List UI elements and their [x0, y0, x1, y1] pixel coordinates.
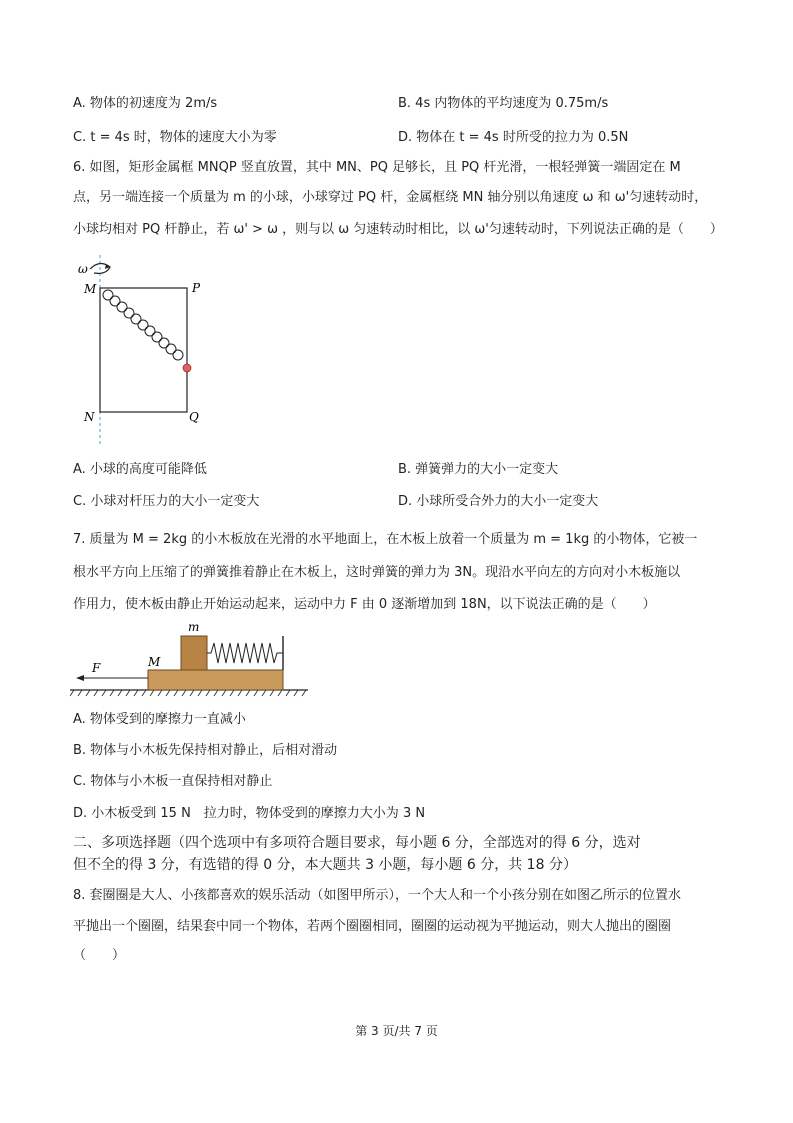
q7-option-d: D. 小木板受到 15 N 拉力时，物体受到的摩擦力大小为 3 N — [73, 806, 426, 821]
q6-rotating-frame-figure — [70, 255, 210, 445]
q8-stem-line2: 平抛出一个圈圈，结果套中同一个物体，若两个圈圈相同，圈圈的运动视为平抛运动，则大人抛出的圈圈 — [73, 919, 672, 934]
arrow-left-icon — [76, 675, 84, 681]
label-p: P — [192, 281, 201, 295]
label-m: M — [84, 282, 97, 296]
q6-stem-line3: 小球均相对 PQ 杆静止，若 ω' > ω ，则与以 ω 匀速转动时相比，以 ω'匀速转动时，下列说法正确的是（ ） — [73, 222, 723, 237]
q6-option-b: B. 弹簧弹力的大小一定变大 — [398, 462, 559, 477]
block-m — [181, 636, 207, 670]
spring — [103, 290, 183, 360]
metal-frame-mnqp — [100, 288, 187, 412]
label-F: F — [92, 661, 101, 675]
ball — [183, 364, 191, 372]
ground-hatching — [70, 690, 306, 696]
board-M — [148, 670, 283, 690]
label-M: M — [148, 655, 161, 669]
q6-option-c: C. 小球对杆压力的大小一定变大 — [73, 494, 260, 509]
section2-heading-line2: 但不全的得 3 分，有选错的得 0 分，本大题共 3 小题，每小题 6 分，共 18 分） — [73, 857, 577, 873]
label-q: Q — [189, 410, 199, 424]
q7-stem-line1: 7. 质量为 M = 2kg 的小木板放在光滑的水平地面上，在木板上放着一个质量为 m = 1kg 的小物体，它被一 — [73, 532, 698, 547]
q7-board-spring-figure — [70, 620, 315, 705]
q6-option-d: D. 小球所受合外力的大小一定变大 — [398, 494, 599, 509]
section2-heading-line1: 二、多项选择题（四个选项中有多项符合题目要求，每小题 6 分，全部选对的得 6 分，选对 — [73, 835, 641, 851]
q5-option-a: A. 物体的初速度为 2m/s — [73, 96, 218, 111]
q5-option-b: B. 4s 内物体的平均速度为 0.75m/s — [398, 96, 609, 111]
page-footer: 第 3 页/共 7 页 — [355, 1024, 438, 1038]
label-m: m — [188, 620, 200, 634]
q8-stem-line3: （ ） — [73, 948, 126, 963]
q7-option-a: A. 物体受到的摩擦力一直减小 — [73, 712, 246, 727]
label-omega: ω — [78, 262, 88, 276]
q5-option-d: D. 物体在 t = 4s 时所受的拉力为 0.5N — [398, 130, 629, 145]
q6-option-a: A. 小球的高度可能降低 — [73, 462, 207, 477]
q7-stem-line2: 根水平方向上压缩了的弹簧推着静止在木板上，这时弹簧的弹力为 3N。现沿水平向左的方向对小木板施以 — [73, 565, 681, 580]
spring-zigzag — [207, 643, 283, 663]
q6-stem-line1: 6. 如图，矩形金属框 MNQP 竖直放置，其中 MN、PQ 足够长，且 PQ 杆光滑，一根轻弹簧一端固定在 M — [73, 160, 681, 175]
q8-stem-line1: 8. 套圈圈是大人、小孩都喜欢的娱乐活动（如图甲所示），一个大人和一个小孩分别在如图乙所示的位置水 — [73, 888, 682, 903]
q6-stem-line2: 点，另一端连接一个质量为 m 的小球，小球穿过 PQ 杆，金属框绕 MN 轴分别以角速度 ω 和 ω'匀速转动时， — [73, 190, 708, 205]
q7-option-b: B. 物体与小木板先保持相对静止，后相对滑动 — [73, 743, 338, 758]
label-n: N — [84, 410, 95, 424]
q7-option-c: C. 物体与小木板一直保持相对静止 — [73, 774, 273, 789]
q5-option-c: C. t = 4s 时，物体的速度大小为零 — [73, 130, 277, 145]
q7-stem-line3: 作用力，使木板由静止开始运动起来，运动中力 F 由 0 逐渐增加到 18N，以下说法正确的是（ ） — [73, 597, 656, 612]
